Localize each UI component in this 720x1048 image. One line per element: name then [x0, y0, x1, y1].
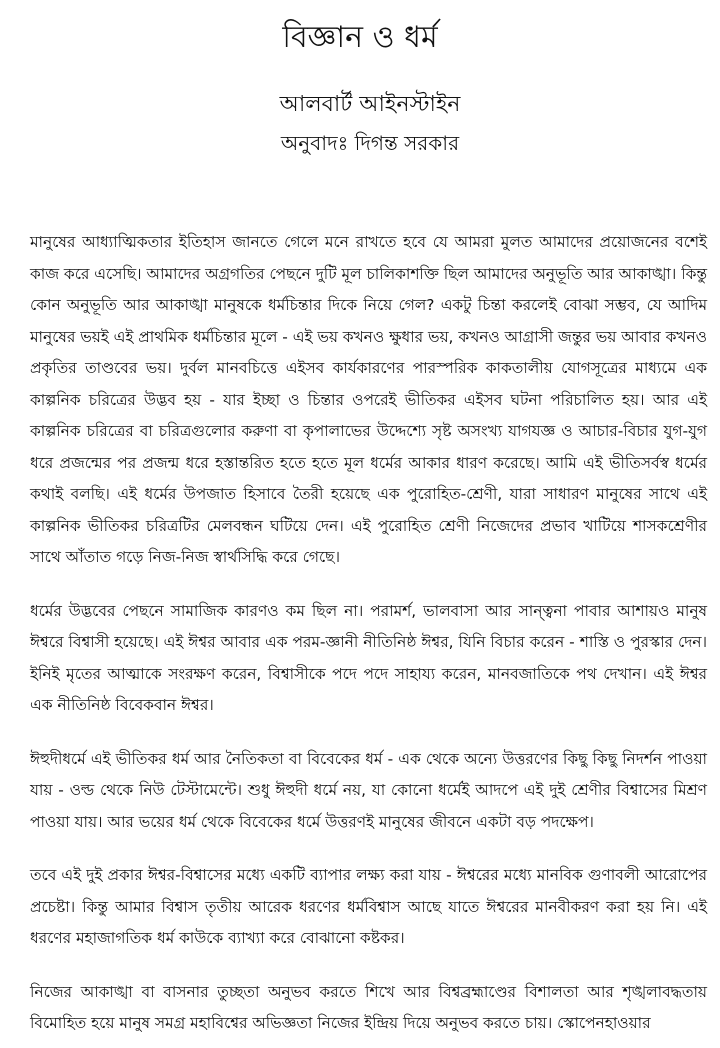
paragraph: তবে এই দুই প্রকার ঈশ্বর-বিশ্বাসের মধ্যে একটি ব্যাপার লক্ষ্য করা যায় - ঈশ্বরের মধ্যে মানবিক গুণাবলী আরোপের প্রচেষ্টা। কিন্তু আমার বিশ্বাস তৃতীয় আরেক ধরণের ধর্মবিশ্বাস আছে যাতে ঈশ্বরের মানবীকরণ করা হয় নি। এই ধরণের মহাজাগতিক ধর্ম কাউকে ব্যাখ্যা করে বোঝানো কষ্টকর।: [30, 866, 707, 947]
paragraph: নিজের আকাঙ্খা বা বাসনার তুচ্ছতা অনুভব করতে শিখে আর বিশ্বব্রহ্মাণ্ডের বিশালতা আর শৃঙ্খলাবদ্ধতায় বিমোহিত হয়ে মানুষ সমগ্র মহাবিশ্বের অভিজ্ঞতা নিজের ইন্দ্রিয় দিয়ে অনুভব করতে চায়। স্কোপেনহাওয়ার: [30, 982, 707, 1032]
paragraph: ধর্মের উদ্ভবের পেছনে সামাজিক কারণও কম ছিল না। পরামর্শ, ভালবাসা আর সান্ত্বনা পাবার আশায়ও মানুষ ঈশ্বরে বিশ্বাসী হয়েছে। এই ঈশ্বর আবার এক পরম-জ্ঞানী নীতিনিষ্ঠ ঈশ্বর, যিনি বিচার করেন - শাস্তি ও পুরস্কার দেন। ইনিই মৃতের আত্মাকে সংরক্ষণ করেন, বিশ্বাসীকে পদে পদে সাহায্য করেন, মানবজাতিকে পথ দেখান। এই ঈশ্বর এক নীতিনিষ্ঠ বিবেকবান ঈশ্বর।: [30, 601, 707, 714]
paragraph: ঈহুদীধর্মে এই ভীতিকর ধর্ম আর নৈতিকতা বা বিবেকের ধর্ম - এক থেকে অন্যে উত্তরণের কিছু কিছু নিদর্শন পাওয়া যায় - ওল্ড থেকে নিউ টেস্টামেন্টে। শুধু ঈহুদী ধর্মে নয়, যা কোনো ধর্মেই আদপে এই দুই শ্রেণীর বিশ্বাসের মিশ্রণ পাওয়া যায়। আর ভয়ের ধর্ম থেকে বিবেকের ধর্মে উত্তরণই মানুষের জীবনে একটা বড় পদক্ষেপ।: [30, 749, 707, 831]
article-body: [30, 227, 707, 1048]
paragraph: মানুষের আধ্যাত্মিকতার ইতিহাস জানতে গেলে মনে রাখতে হবে যে আমরা মুলত আমাদের প্রয়োজনের বশেই কাজ করে এসেছি। আমাদের অগ্রগতির পেছনে দুটি মূল চালিকাশক্তি ছিল আমাদের অনুভূতি আর আকাঙ্খা। কিন্তু কোন অনুভূতি আর আকাঙ্খা মানুষকে ধর্মচিন্তার দিকে নিয়ে গেল? একটু চিন্তা করলেই বোঝা সম্ভব, যে আদিম মানুষের ভয়ই এই প্রাথমিক ধর্মচিন্তার মূলে - এই ভয় কখনও ক্ষুধার ভয়, কখনও আগ্রাসী জন্তুর ভয় আবার কখনও প্রকৃতির তাণ্ডবের ভয়। দুর্বল মানবচিত্তে এইসব কার্যকারণের পারস্পরিক কাকতালীয় যোগসূত্রের মাধ্যমে এক কাল্পনিক চরিত্রের উদ্ভব হয় - যার ইচ্ছা ও চিন্তার ওপরেই ভীতিকর এইসব ঘটনা পরিচালিত হয়। আর এই কাল্পনিক চরিত্রের বা চরিত্রগুলোর করুণা বা কৃপালাভের উদ্দেশ্যে সৃষ্ট অসংখ্য যাগযজ্ঞ ও আচার-বিচার যুগ-যুগ ধরে প্রজন্মের পর প্রজন্ম ধরে হস্তান্তরিত হতে হতে মূল ধর্মের আকার ধারণ করেছে। আমি এই ভীতিসর্বস্ব ধর্মের কথাই বলছি। এই ধর্মের উপজাত হিসাবে তৈরী হয়েছে এক পুরোহিত-শ্রেণী, যারা সাধারণ মানুষের সাথে এই কাল্পনিক ভীতিকর চরিত্রটির মেলবন্ধন ঘটিয়ে দেন। এই পুরোহিত শ্রেণী নিজেদের প্রভাব খাটিয়ে শাসকশ্রেণীর সাথে আঁতাত গড়ে নিজ-নিজ স্বার্থসিদ্ধি করে গেছে।: [30, 233, 707, 566]
author-name: আলবার্ট আইনস্টাইন: [279, 92, 461, 117]
translator-credit: অনুবাদঃ দিগন্ত সরকার: [280, 131, 460, 155]
article-title: বিজ্ঞান ও ধর্ম: [282, 20, 438, 55]
